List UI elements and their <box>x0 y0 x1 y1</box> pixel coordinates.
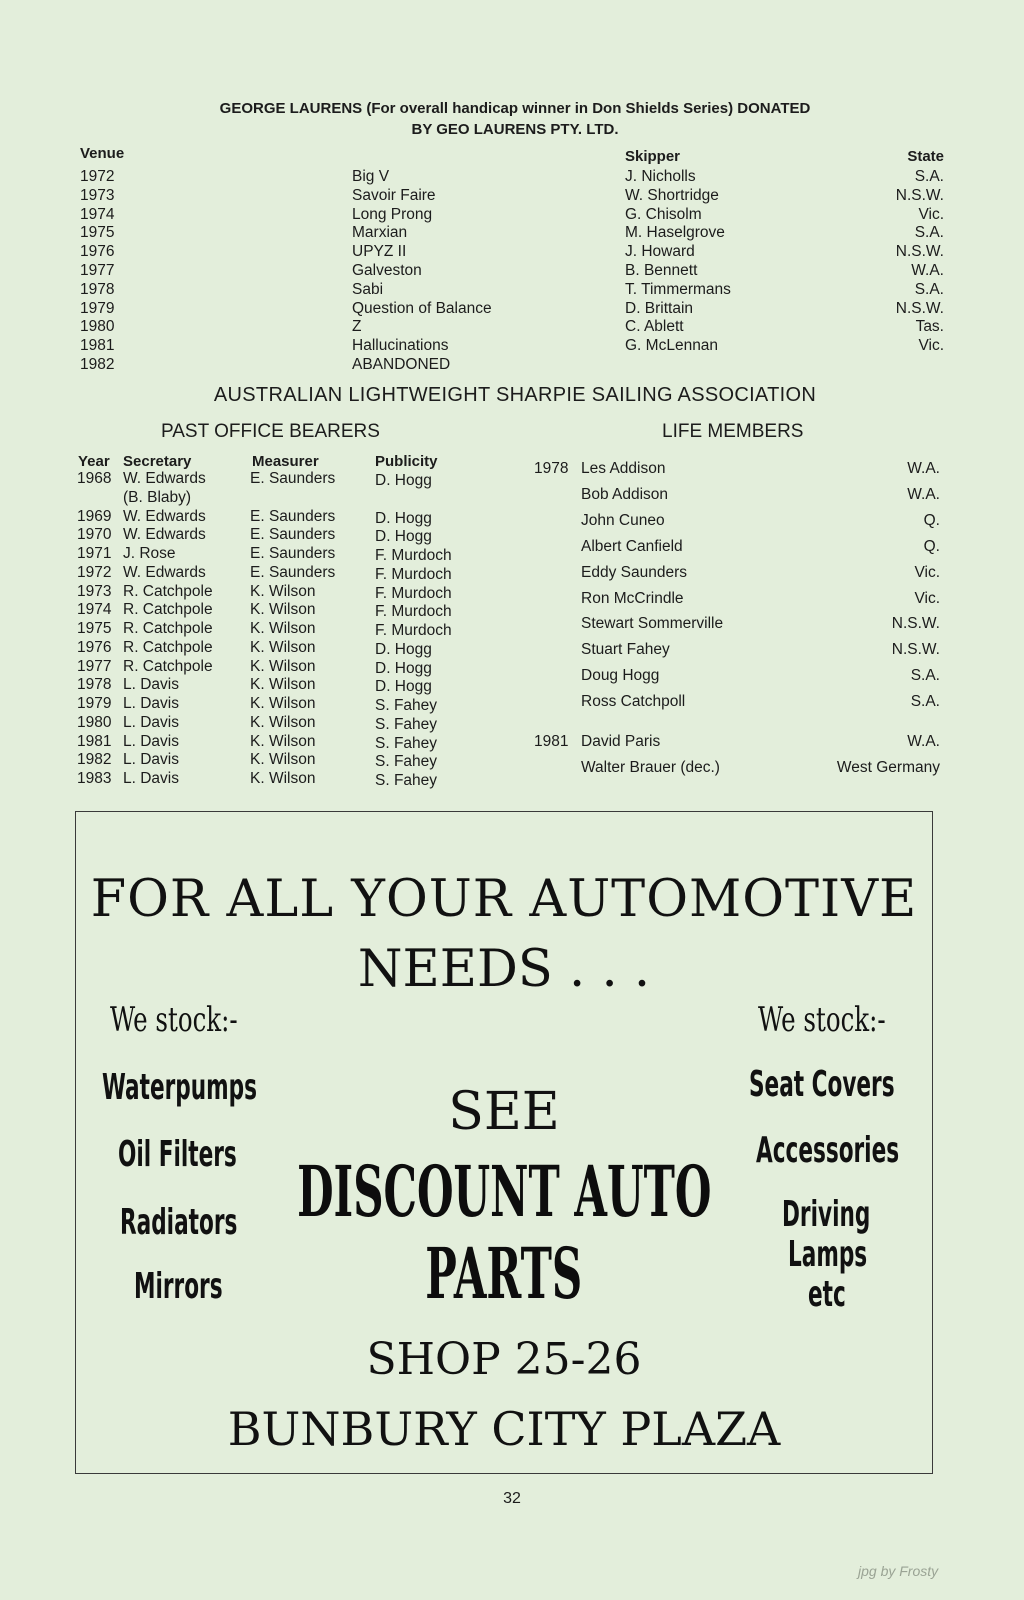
trophy-skipper: T. Timmermans <box>625 280 731 298</box>
trophy-year: 1979 <box>80 299 115 317</box>
ob-measurer: K. Wilson <box>250 713 316 731</box>
ob-secretary: L. Davis <box>123 676 179 694</box>
trophy-state: S.A. <box>914 168 944 185</box>
past-office-bearers-heading: PAST OFFICE BEARERS <box>161 421 380 442</box>
ad-headline-line1: FOR ALL YOUR AUTOMOTIVE <box>90 870 918 929</box>
life-member-name: Ron McCrindle <box>581 590 684 607</box>
life-member-name: Doug Hogg <box>581 667 660 684</box>
trophy-boat: UPYZ II <box>352 243 407 261</box>
ad-brand-line2-text: PARTS <box>425 1232 583 1315</box>
ob-publicity: F. Murdoch <box>375 547 452 564</box>
ob-secretary: L. Davis <box>123 695 179 712</box>
ad-brand-line2 <box>76 1232 932 1315</box>
life-member-name: Les Addison <box>581 460 666 477</box>
right-stock-label: We stock:- <box>758 1000 886 1040</box>
ad-address-line2: BUNBURY CITY PLAZA <box>227 1402 781 1456</box>
ob-publicity: D. Hogg <box>375 640 432 658</box>
ob-secretary: L. Davis <box>123 732 179 750</box>
ob-publicity: D. Hogg <box>375 528 432 546</box>
life-member-state: W.A. <box>907 486 940 503</box>
ob-secretary: R. Catchpole <box>123 582 213 600</box>
trophy-title-line1: GEORGE LAURENS (For overall handicap winner in Don Shields Series) DONATED <box>219 100 811 117</box>
trophy-year: 1980 <box>80 318 115 336</box>
ob-secretary: W. Edwards <box>123 563 206 581</box>
trophy-skipper: C. Ablett <box>625 318 684 336</box>
trophy-boat: Hallucinations <box>352 337 449 355</box>
venue-header: Venue <box>80 145 125 162</box>
ob-measurer: K. Wilson <box>250 582 316 600</box>
ob-measurer: K. Wilson <box>250 676 316 694</box>
trophy-year: 1973 <box>80 186 115 204</box>
life-member-name: Eddy Saunders <box>581 564 687 581</box>
ob-publicity: D. Hogg <box>375 509 432 527</box>
ob-measurer: E. Saunders <box>250 470 336 487</box>
ob-secretary: J. Rose <box>123 545 176 562</box>
trophy-boat: Sabi <box>352 280 384 298</box>
left-stock-item: Mirrors <box>134 1266 223 1307</box>
ob-publicity: F. Murdoch <box>375 584 452 602</box>
trophy-state: W.A. <box>911 262 944 279</box>
ob-year: 1969 <box>77 507 112 525</box>
ob-publicity: F. Murdoch <box>375 565 452 583</box>
trophy-state: Vic. <box>918 337 944 355</box>
life-member-year: 1978 <box>534 460 569 477</box>
ob-year: 1979 <box>77 695 112 712</box>
ob-measurer-header: Measurer <box>252 453 319 470</box>
ob-secretary: W. Edwards <box>123 526 206 544</box>
ob-publicity: S. Fahey <box>375 753 438 771</box>
trophy-year: 1982 <box>80 356 115 373</box>
ob-publicity-header: Publicity <box>375 453 438 470</box>
ob-measurer: K. Wilson <box>250 638 316 656</box>
trophy-state: N.S.W. <box>895 243 944 261</box>
trophy-year: 1978 <box>80 280 115 298</box>
ob-measurer: K. Wilson <box>250 620 316 637</box>
ob-measurer: E. Saunders <box>250 526 336 544</box>
life-member-state: Vic. <box>914 564 940 581</box>
life-member-state: Vic. <box>914 590 940 607</box>
ob-publicity: S. Fahey <box>375 734 438 752</box>
association-title: AUSTRALIAN LIGHTWEIGHT SHARPIE SAILING ASSOCIATION <box>213 384 817 406</box>
ob-year: 1972 <box>77 563 112 581</box>
skipper-header: Skipper <box>625 148 681 165</box>
ob-secretary: W. Edwards <box>123 470 206 487</box>
ob-measurer: K. Wilson <box>250 657 316 675</box>
life-member-name: Walter Brauer (dec.) <box>581 759 720 776</box>
life-member-year: 1981 <box>534 733 569 750</box>
trophy-title-line2: BY GEO LAURENS PTY. LTD. <box>411 121 619 138</box>
life-member-state: Q. <box>923 538 940 555</box>
ob-year: 1971 <box>77 545 112 562</box>
ob-publicity: D. Hogg <box>375 678 432 696</box>
right-stock-item: Lamps <box>788 1234 868 1275</box>
ob-secretary: L. Davis <box>123 713 179 731</box>
ob-publicity: F. Murdoch <box>375 622 452 639</box>
ob-secretary: W. Edwards <box>123 507 206 525</box>
trophy-boat: Z <box>352 318 362 336</box>
life-member-name: Albert Canfield <box>581 538 683 555</box>
trophy-skipper: J. Howard <box>625 243 695 261</box>
ob-publicity: D. Hogg <box>375 472 432 489</box>
ob-year: 1983 <box>77 770 112 787</box>
life-member-state: N.S.W. <box>891 615 940 632</box>
ad-see: SEE <box>448 1082 560 1142</box>
trophy-state: S.A. <box>914 280 944 298</box>
ob-secretary-header: Secretary <box>123 453 192 470</box>
trophy-year: 1976 <box>80 243 115 261</box>
trophy-state: S.A. <box>914 224 944 242</box>
trophy-state: Vic. <box>918 205 944 223</box>
trophy-year: 1975 <box>80 224 115 242</box>
life-member-state: W.A. <box>907 460 940 477</box>
right-stock-item: Accessories <box>756 1130 900 1171</box>
left-stock-item: Radiators <box>120 1202 238 1243</box>
ob-measurer: K. Wilson <box>250 695 316 712</box>
ob-publicity: F. Murdoch <box>375 603 452 621</box>
trophy-state: N.S.W. <box>895 186 944 204</box>
ob-year-header: Year <box>78 453 110 470</box>
trophy-boat: ABANDONED <box>352 356 451 373</box>
ob-measurer: E. Saunders <box>250 545 336 562</box>
automotive-advertisement <box>75 811 933 1474</box>
life-member-state: S.A. <box>910 693 940 710</box>
life-member-state: Q. <box>923 512 940 529</box>
life-member-state: W.A. <box>907 733 940 750</box>
trophy-skipper: B. Bennett <box>625 262 698 279</box>
life-member-state: N.S.W. <box>891 641 940 658</box>
life-member-name: David Paris <box>581 733 661 750</box>
left-stock-item: Waterpumps <box>102 1067 257 1108</box>
ob-year: 1970 <box>77 526 112 544</box>
ob-secretary: R. Catchpole <box>123 638 213 656</box>
life-member-state: S.A. <box>910 667 940 684</box>
trophy-boat: Galveston <box>352 262 422 279</box>
trophy-skipper: G. Chisolm <box>625 205 702 223</box>
ad-brand-line1-text: DISCOUNT AUTO <box>296 1150 712 1233</box>
ob-year: 1981 <box>77 732 112 750</box>
right-stock-item: Driving <box>782 1194 871 1235</box>
ob-publicity: S. Fahey <box>375 715 438 733</box>
ob-year: 1968 <box>77 470 112 487</box>
ob-secretary: R. Catchpole <box>123 657 213 675</box>
ob-year: 1974 <box>77 601 112 619</box>
ob-year: 1982 <box>77 751 112 769</box>
trophy-boat: Marxian <box>352 224 408 242</box>
ob-year: 1975 <box>77 620 112 637</box>
ob-year: 1977 <box>77 657 112 675</box>
trophy-year: 1974 <box>80 205 115 223</box>
right-stock-item: Seat Covers <box>749 1064 895 1105</box>
ob-publicity: S. Fahey <box>375 772 438 789</box>
trophy-boat: Question of Balance <box>352 299 492 317</box>
ob-measurer: K. Wilson <box>250 732 316 750</box>
trophy-year: 1977 <box>80 262 115 279</box>
trophy-skipper: D. Brittain <box>625 299 694 317</box>
ob-measurer: E. Saunders <box>250 507 336 525</box>
ob-secretary: L. Davis <box>123 770 179 787</box>
ob-measurer: E. Saunders <box>250 563 336 581</box>
life-member-name: Stewart Sommerville <box>581 615 724 632</box>
trophy-boat: Big V <box>352 168 390 185</box>
trophy-state: N.S.W. <box>895 299 944 317</box>
life-member-name: Bob Addison <box>581 486 669 503</box>
trophy-skipper: W. Shortridge <box>625 186 719 204</box>
ob-year: 1976 <box>77 638 112 656</box>
trophy-title <box>150 98 880 140</box>
life-member-name: John Cuneo <box>581 512 665 529</box>
trophy-skipper: M. Haselgrove <box>625 224 725 242</box>
ob-year: 1978 <box>77 676 112 694</box>
life-member-name: Ross Catchpoll <box>581 693 686 710</box>
page-number: 32 <box>503 1490 521 1507</box>
trophy-boat: Long Prong <box>352 205 433 223</box>
trophy-year: 1981 <box>80 337 115 355</box>
ob-secretary: L. Davis <box>123 751 179 769</box>
watermark: jpg by Frosty <box>858 1563 939 1579</box>
trophy-year: 1972 <box>80 168 115 185</box>
left-stock-item: Oil Filters <box>118 1134 237 1175</box>
ob-measurer: K. Wilson <box>250 770 316 787</box>
ob-publicity: D. Hogg <box>375 659 432 677</box>
ob-secretary: R. Catchpole <box>123 620 213 637</box>
ad-address-line1: SHOP 25-26 <box>366 1334 642 1385</box>
ob-secretary: (B. Blaby) <box>123 488 192 506</box>
right-stock-item: etc <box>808 1274 846 1315</box>
trophy-state: Tas. <box>915 318 944 336</box>
life-member-state: West Germany <box>836 759 940 776</box>
ob-year: 1973 <box>77 582 112 600</box>
life-member-name: Stuart Fahey <box>581 641 670 658</box>
ad-headline-line2: NEEDS . . . <box>357 940 651 999</box>
trophy-boat: Savoir Faire <box>352 186 436 204</box>
ob-measurer: K. Wilson <box>250 751 316 769</box>
state-header: State <box>907 148 944 165</box>
ob-year: 1980 <box>77 713 112 731</box>
ob-secretary: R. Catchpole <box>123 601 213 619</box>
left-stock-label: We stock:- <box>110 1000 238 1040</box>
life-members-heading: LIFE MEMBERS <box>662 421 804 442</box>
ad-brand-line1 <box>76 1150 932 1233</box>
trophy-skipper: J. Nicholls <box>625 168 696 185</box>
trophy-skipper: G. McLennan <box>625 337 719 355</box>
ob-measurer: K. Wilson <box>250 601 316 619</box>
ob-publicity: S. Fahey <box>375 697 438 714</box>
